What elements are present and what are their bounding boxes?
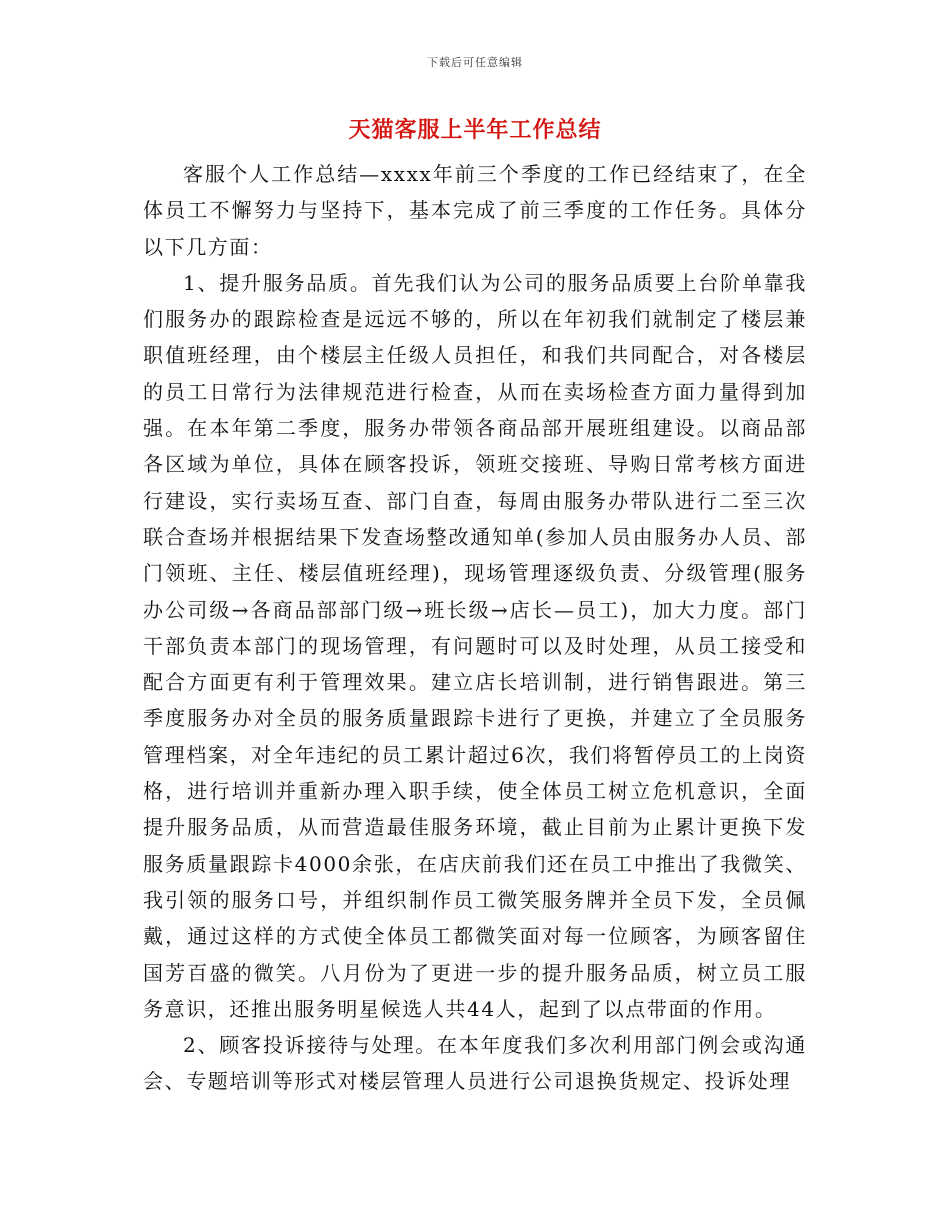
document-title: 天猫客服上半年工作总结 bbox=[348, 117, 602, 143]
header-note: 下载后可任意编辑 bbox=[427, 56, 523, 69]
paragraph-intro: 客服个人工作总结—xxxx年前三个季度的工作已经结束了，在全体员工不懈努力与坚持下，基本完成了前三季度的工作任务。具体分以下几方面： bbox=[143, 162, 807, 259]
paragraph-complaint-handling: 2、顾客投诉接待与处理。在本年度我们多次利用部门例会或沟通会、专题培训等形式对楼层管理人员进行公司退换货规定、投诉处理 bbox=[143, 1033, 807, 1094]
document-body bbox=[143, 156, 807, 1100]
paragraph-service-quality: 1、提升服务品质。首先我们认为公司的服务品质要上台阶单靠我们服务办的跟踪检查是远远不够的，所以在年初我们就制定了楼层兼职值班经理，由个楼层主任级人员担任，和我们共同配合，对各楼层的员工日常行为法律规范进行检查，从而在卖场检查方面力量得到加强。在本年第二季度，服务办带领各商品部开展班组建设。以商品部各区域为单位，具体在顾客投诉，领班交接班、导购日常考核方面进行建设，实行卖场互查、部门自查，每周由服务办带队进行二至三次联合查场并根据结果下发查场整改通知单(参加人员由服务办人员、部门领班、主任、楼层值班经理)，现场管理逐级负责、分级管理(服务办公司级→各商品部部门级→班长级→店长—员工)，加大力度。部门干部负责本部门的现场管理，有问题时可以及时处理，从员工接受和配合方面更有利于管理效果。建立店长培训制，进行销售跟进。第三季度服务办对全员的服务质量跟踪卡进行了更换，并建立了全员服务管理档案，对全年违纪的员工累计超过6次，我们将暂停员工的上岗资格，进行培训并重新办理入职手续，使全体员工树立危机意识，全面提升服务品质，从而营造最佳服务环境，截止目前为止累计更换下发服务质量跟踪卡4000余张，在店庆前我们还在员工中推出了我微笑、我引领的服务口号，并组织制作员工微笑服务牌并全员下发，全员佩戴，通过这样的方式使全体员工都微笑面对每一位顾客，为顾客留住国芳百盛的微笑。八月份为了更进一步的提升服务品质，树立员工服务意识，还推出服务明星候选人共44人，起到了以点带面的作用。 bbox=[143, 270, 807, 1021]
